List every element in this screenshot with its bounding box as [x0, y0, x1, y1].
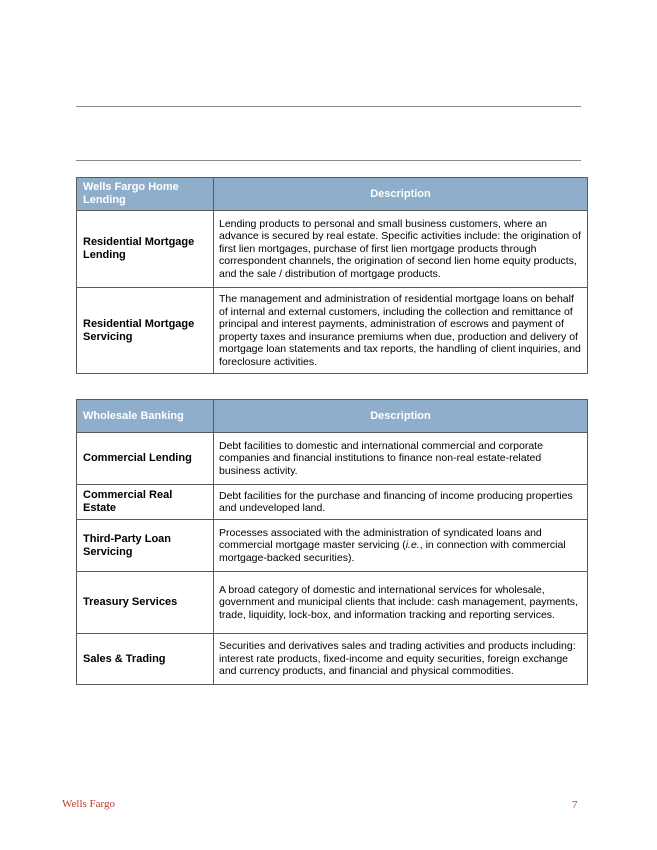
- home-lending-table: [76, 177, 588, 374]
- wholesale-banking-table: [76, 399, 588, 685]
- row-name: Treasury Services: [77, 572, 214, 634]
- table-header-row: [77, 178, 588, 211]
- table-row: [77, 520, 588, 572]
- row-name: Residential Mortgage Lending: [77, 211, 214, 288]
- row-description: A broad category of domestic and international services for wholesale, government and municipal clients that include: cash management, payments, trade, liquidity, lock-box, and information tracking and reporting services.: [214, 572, 588, 634]
- footer-brand: Wells Fargo: [62, 798, 115, 810]
- row-name: Sales & Trading: [77, 634, 214, 685]
- table-row: [77, 634, 588, 685]
- table-header-row: [77, 400, 588, 433]
- top-rule-2: [76, 160, 581, 161]
- table-row: [77, 288, 588, 374]
- row-description: Debt facilities to domestic and international commercial and corporate companies and financial institutions to finance non-real estate-related business activity.: [214, 433, 588, 485]
- row-description: Lending products to personal and small business customers, where an advance is secured by real estate. Specific activities include: the origination of first lien mortgages, purchase of first lien mortgage products through correspondent channels, the origination of second lien home equity products, and the sale / distribution of mortgage products.: [214, 211, 588, 288]
- description-text: Processes associated with the administration of syndicated loans and commercial mortgage master servicing (: [219, 526, 542, 552]
- description-emphasis: i.e.: [405, 539, 420, 552]
- row-description: The management and administration of residential mortgage loans on behalf of internal and external customers, including the collection and remittance of principal and interest payments, administration of escrows and payment of property taxes and insurance premiums when due, production and delivery of mortgage loan statements and tax reports, the handling of client inquiries, and foreclosure activities.: [214, 288, 588, 374]
- row-name: Commercial Real Estate: [77, 485, 214, 520]
- description-header: Description: [214, 178, 588, 211]
- row-description: Securities and derivatives sales and trading activities and products including: interest rate products, fixed-income and equity securities, foreign exchange and currency products, and financial and physical commodities.: [214, 634, 588, 685]
- row-name: Third-Party Loan Servicing: [77, 520, 214, 572]
- description-header: Description: [214, 400, 588, 433]
- row-name: Residential Mortgage Servicing: [77, 288, 214, 374]
- segment-header: Wholesale Banking: [77, 400, 214, 433]
- row-description: Debt facilities for the purchase and financing of income producing properties and undeveloped land.: [214, 485, 588, 520]
- row-description: [214, 520, 588, 572]
- description-text: , in connection with commercial mortgage-backed securities).: [219, 539, 566, 564]
- table-row: [77, 433, 588, 485]
- table-row: [77, 485, 588, 520]
- top-rule-1: [76, 106, 581, 107]
- table-row: [77, 211, 588, 288]
- table-row: [77, 572, 588, 634]
- row-name: Commercial Lending: [77, 433, 214, 485]
- page-number: 7: [572, 799, 578, 811]
- segment-header: Wells Fargo Home Lending: [77, 178, 214, 211]
